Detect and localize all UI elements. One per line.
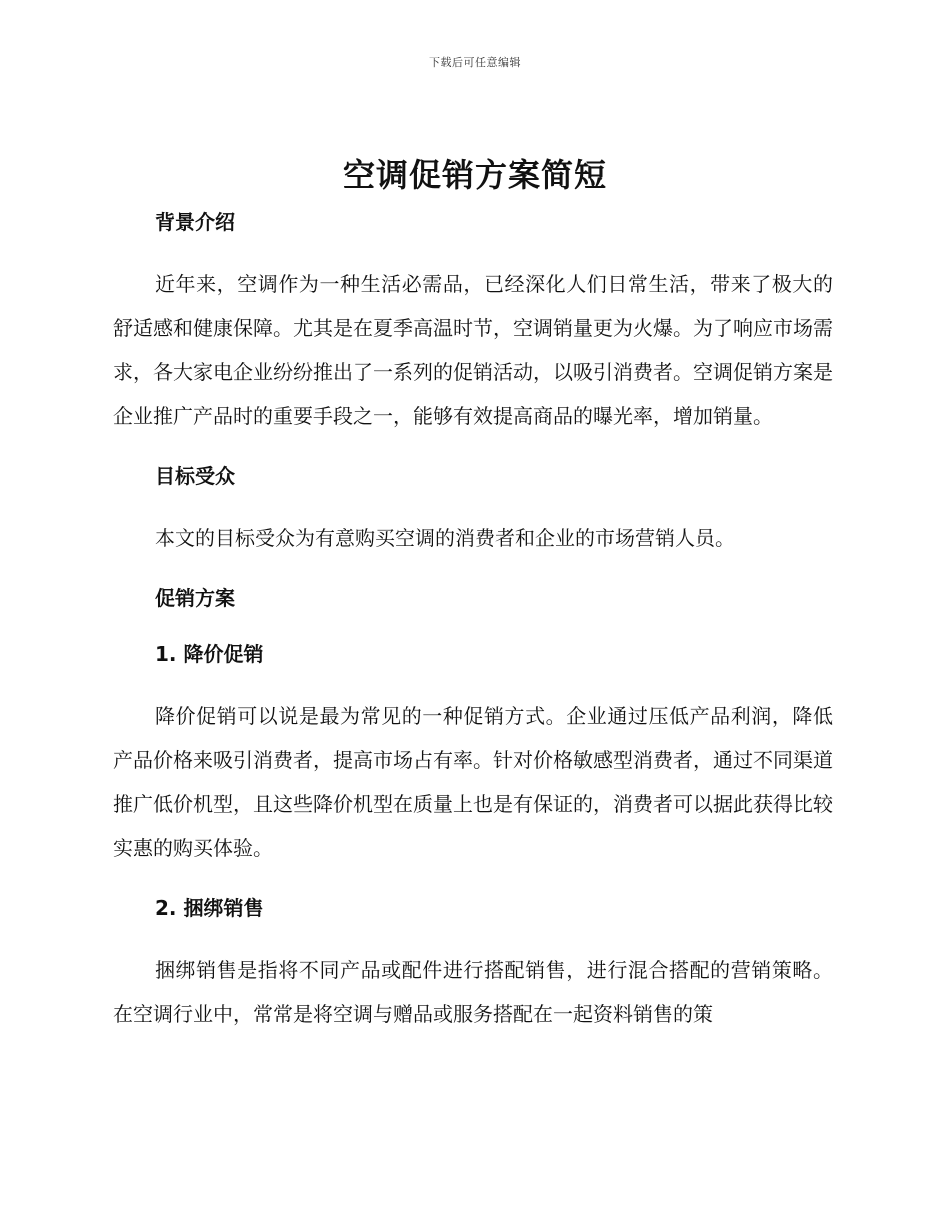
paragraph-background: 近年来，空调作为一种生活必需品，已经深化人们日常生活，带来了极大的舒适感和健康保障。尤其是在夏季高温时节，空调销量更为火爆。为了响应市场需求，各大家电企业纷纷推出了一系列的促销活动，以吸引消费者。空调促销方案是企业推广产品时的重要手段之一，能够有效提高商品的曝光率，增加销量。 [113,272,833,428]
paragraph-audience: 本文的目标受众为有意购买空调的消费者和企业的市场营销人员。 [155,526,735,550]
document-body [113,204,833,1036]
document-title: 空调促销方案简短 [342,156,607,194]
section-heading-background: 背景介绍 [155,210,235,234]
section-heading-price-cut: 1. 降价促销 [155,642,264,666]
section-heading-bundle: 2. 捆绑销售 [155,896,264,920]
paragraph-bundle: 捆绑销售是指将不同产品或配件进行搭配销售，进行混合搭配的营销策略。在空调行业中，常常是将空调与赠品或服务搭配在一起资料销售的策 [113,958,833,1026]
header-note: 下载后可任意编辑 [429,56,521,69]
paragraph-price-cut: 降价促销可以说是最为常见的一种促销方式。企业通过压低产品利润，降低产品价格来吸引消费者，提高市场占有率。针对价格敏感型消费者，通过不同渠道推广低价机型，且这些降价机型在质量上也是有保证的，消费者可以据此获得比较实惠的购买体验。 [113,704,833,860]
section-heading-audience: 目标受众 [155,464,235,488]
section-heading-plan: 促销方案 [155,586,235,610]
